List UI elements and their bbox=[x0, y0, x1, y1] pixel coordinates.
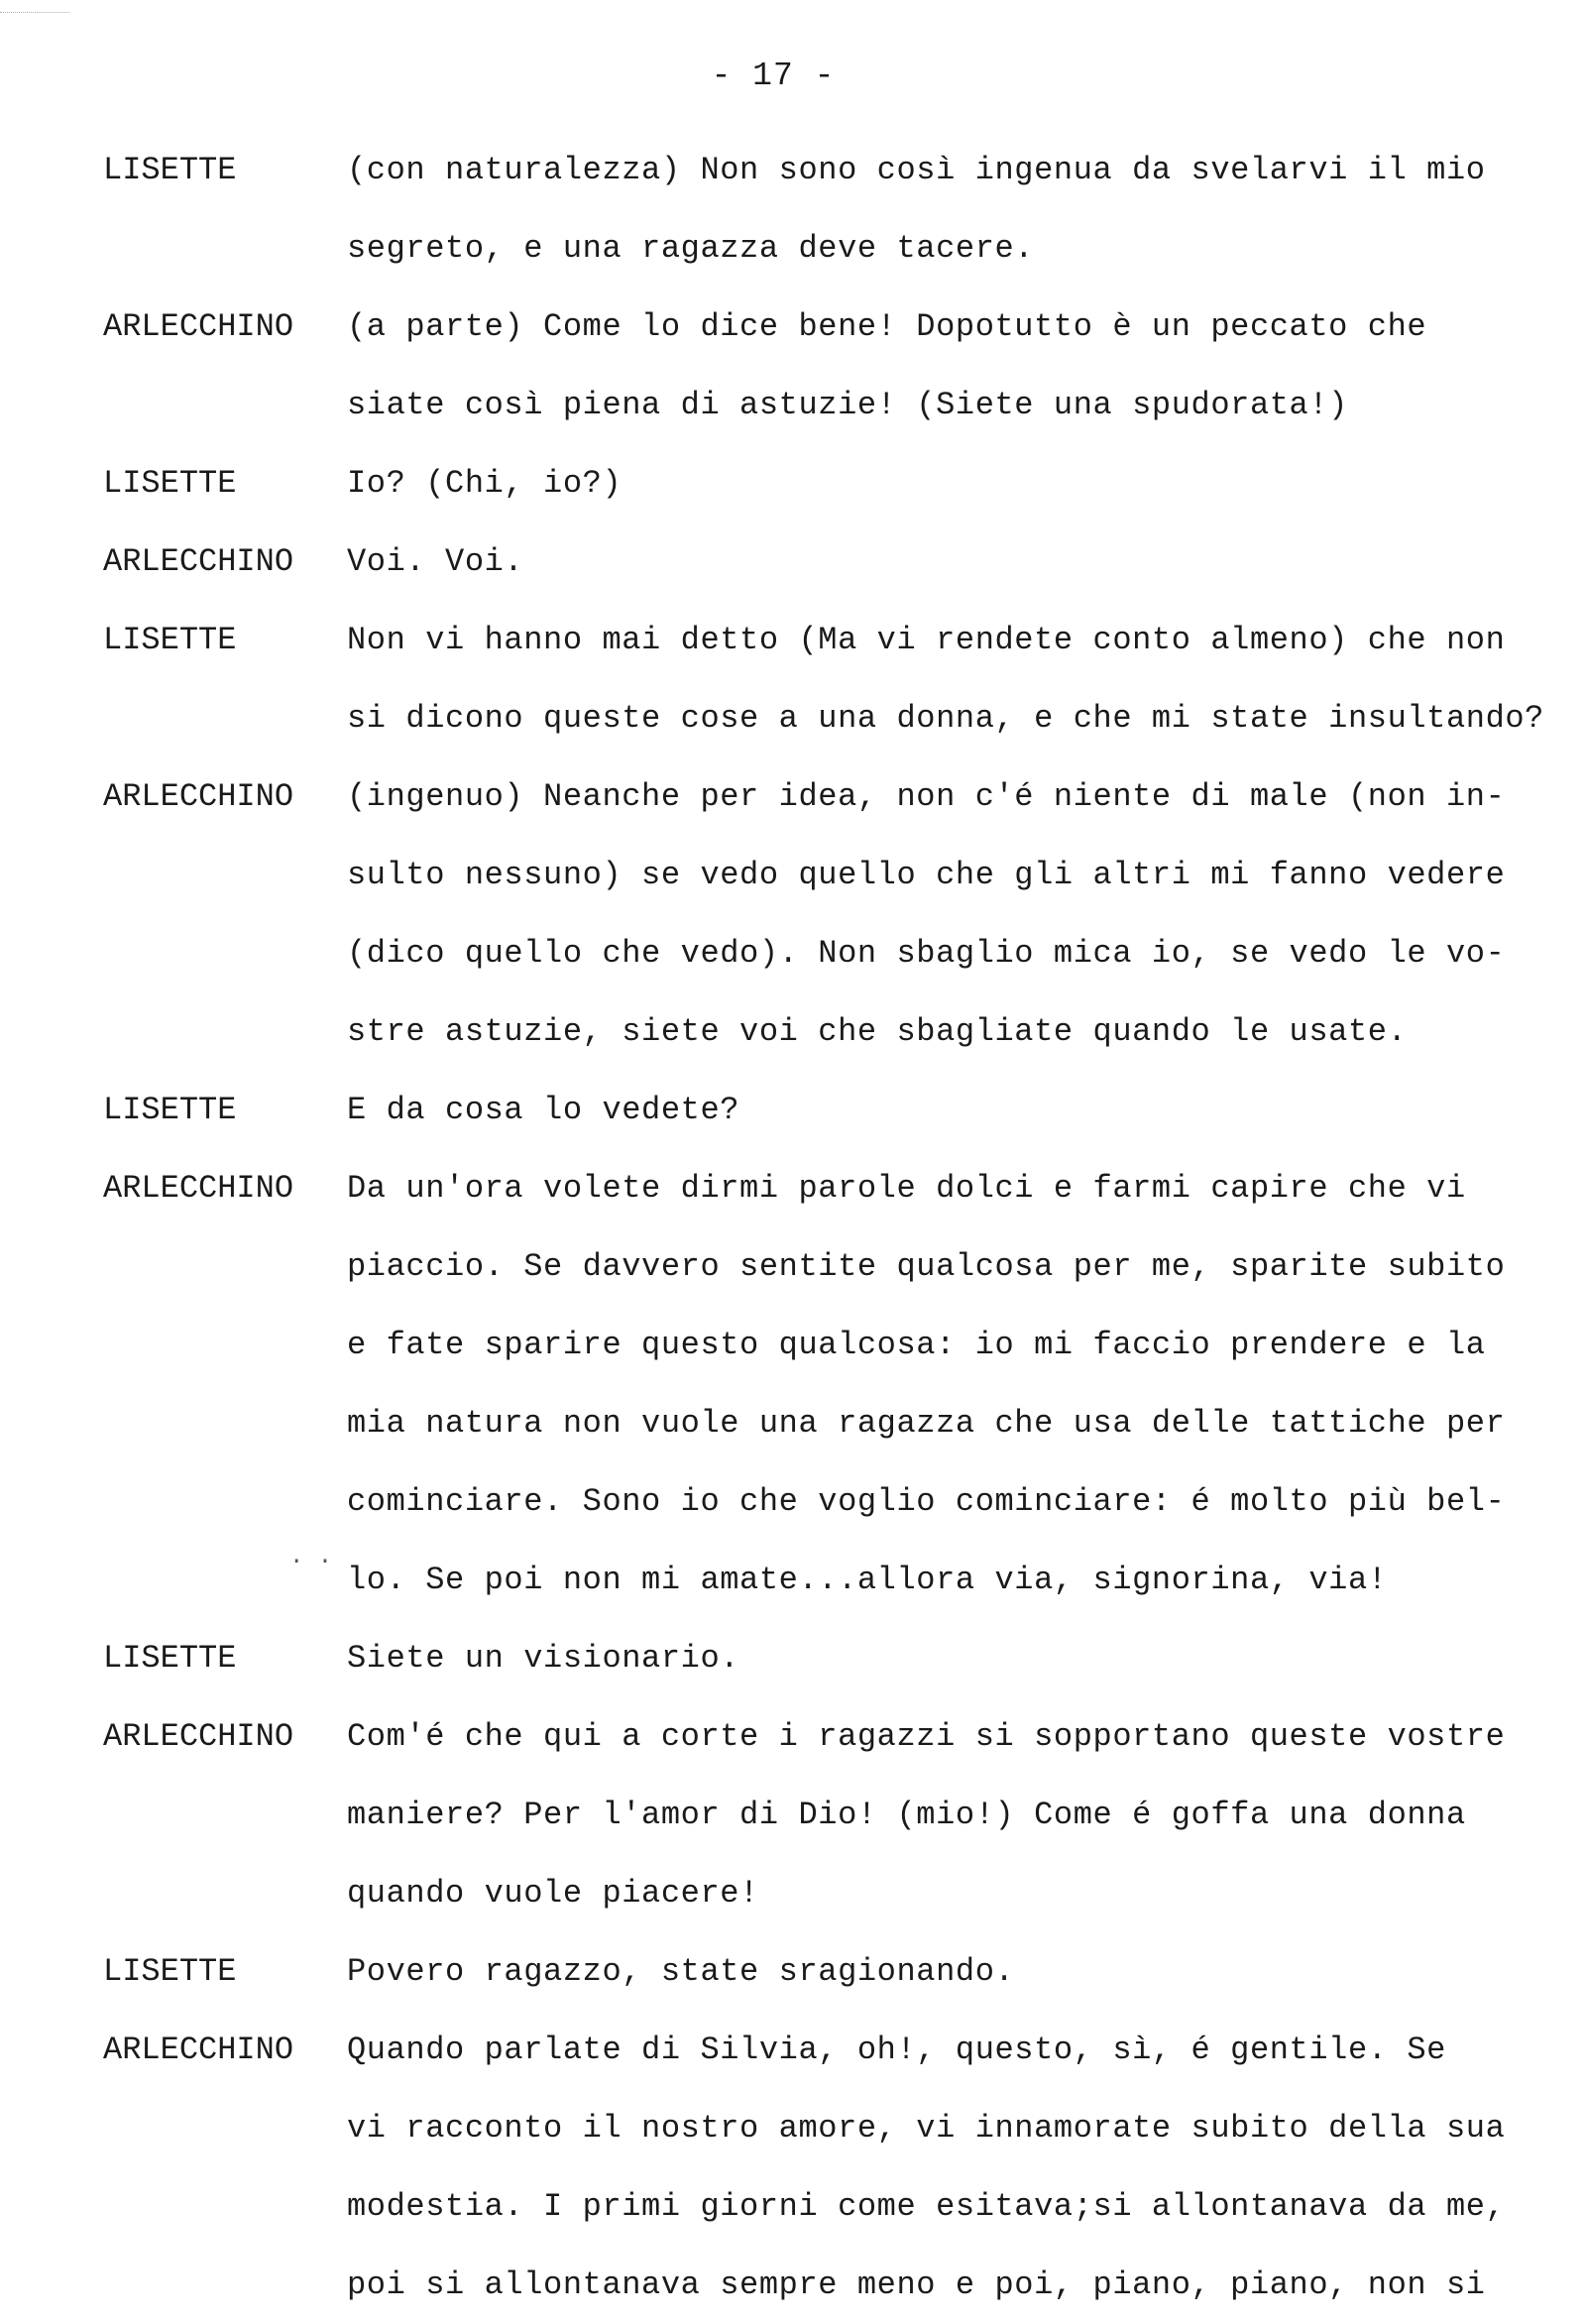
dialogue-turn bbox=[103, 2011, 1570, 2324]
speaker-name: LISETTE bbox=[103, 1640, 237, 1677]
speaker-name: ARLECCHINO bbox=[103, 778, 294, 815]
dialogue-turn bbox=[103, 288, 1570, 444]
dialogue-text bbox=[347, 131, 1570, 288]
dialogue-text bbox=[347, 1932, 1570, 2011]
dialogue-line: Da un'ora volete dirmi parole dolci e farmi capire che vi bbox=[347, 1170, 1466, 1207]
dialogue-line: Siete un visionario. bbox=[347, 1640, 740, 1677]
dialogue-line: poi si allontanava sempre meno e poi, piano, piano, non si bbox=[347, 2266, 1486, 2303]
dialogue-text bbox=[347, 288, 1570, 444]
dialogue-line: quando vuole piacere! bbox=[347, 1875, 759, 1912]
dialogue-line: vi racconto il nostro amore, vi innamorate subito della sua bbox=[347, 2110, 1506, 2147]
dialogue-line: (con naturalezza) Non sono così ingenua da svelarvi il mio bbox=[347, 152, 1486, 188]
dialogue-line: cominciare. Sono io che voglio cominciare: é molto più bel- bbox=[347, 1483, 1506, 1520]
dialogue-line: (ingenuo) Neanche per idea, non c'é niente di male (non in- bbox=[347, 778, 1506, 815]
dialogue-text bbox=[347, 1619, 1570, 1697]
scan-artifact bbox=[0, 12, 69, 21]
speaker-name: ARLECCHINO bbox=[103, 2032, 294, 2068]
dialogue-turn bbox=[103, 523, 1570, 601]
dialogue-turn bbox=[103, 601, 1570, 757]
dialogue-text bbox=[347, 601, 1570, 757]
dialogue-line: si dicono queste cose a una donna, e che mi state insultando? bbox=[347, 700, 1544, 737]
dialogue-turn bbox=[103, 1619, 1570, 1697]
dialogue-turn bbox=[103, 757, 1570, 1071]
speaker-name: ARLECCHINO bbox=[103, 1718, 294, 1755]
dialogue-line: Voi. Voi. bbox=[347, 543, 524, 580]
dialogue-line: Povero ragazzo, state sragionando. bbox=[347, 1953, 1015, 1990]
dialogue-line: (a parte) Come lo dice bene! Dopotutto è un peccato che bbox=[347, 308, 1427, 345]
dialogue-line: piaccio. Se davvero sentite qualcosa per me, sparite subito bbox=[347, 1248, 1506, 1285]
speaker-name: LISETTE bbox=[103, 465, 237, 502]
speaker-name: ARLECCHINO bbox=[103, 543, 294, 580]
dialogue-text bbox=[347, 2011, 1570, 2324]
dialogue-turn bbox=[103, 1071, 1570, 1149]
dialogue-line: Com'é che qui a corte i ragazzi si sopportano queste vostre bbox=[347, 1718, 1506, 1755]
script-dialogue bbox=[103, 131, 1570, 2324]
dialogue-turn bbox=[103, 444, 1570, 523]
dialogue-line: Non vi hanno mai detto (Ma vi rendete conto almeno) che non bbox=[347, 622, 1506, 658]
dialogue-turn bbox=[103, 1932, 1570, 2011]
dialogue-line: e fate sparire questo qualcosa: io mi faccio prendere e la bbox=[347, 1327, 1486, 1363]
dialogue-line: modestia. I primi giorni come esitava;si allontanava da me, bbox=[347, 2188, 1506, 2225]
speaker-name: LISETTE bbox=[103, 152, 237, 188]
speaker-name: ARLECCHINO bbox=[103, 308, 294, 345]
dialogue-text bbox=[347, 757, 1570, 1071]
dialogue-line: mia natura non vuole una ragazza che usa delle tattiche per bbox=[347, 1405, 1506, 1442]
dialogue-turn bbox=[103, 1697, 1570, 1932]
dialogue-turn bbox=[103, 131, 1570, 288]
stray-ink-marks: · · bbox=[289, 1549, 333, 1575]
dialogue-line: (dico quello che vedo). Non sbaglio mica io, se vedo le vo- bbox=[347, 935, 1506, 972]
dialogue-line: maniere? Per l'amor di Dio! (mio!) Come é goffa una donna bbox=[347, 1797, 1466, 1833]
dialogue-line: E da cosa lo vedete? bbox=[347, 1092, 740, 1128]
speaker-name: LISETTE bbox=[103, 1953, 237, 1990]
dialogue-text bbox=[347, 444, 1570, 523]
dialogue-text bbox=[347, 1697, 1570, 1932]
dialogue-line: sulto nessuno) se vedo quello che gli altri mi fanno vedere bbox=[347, 857, 1506, 893]
dialogue-line: siate così piena di astuzie! (Siete una spudorata!) bbox=[347, 387, 1348, 423]
page-number: - 17 - bbox=[711, 58, 836, 94]
speaker-name: ARLECCHINO bbox=[103, 1170, 294, 1207]
dialogue-line: Quando parlate di Silvia, oh!, questo, sì, é gentile. Se bbox=[347, 2032, 1446, 2068]
dialogue-text bbox=[347, 523, 1570, 601]
dialogue-line: Io? (Chi, io?) bbox=[347, 465, 623, 502]
speaker-name: LISETTE bbox=[103, 622, 237, 658]
dialogue-text bbox=[347, 1071, 1570, 1149]
speaker-name: LISETTE bbox=[103, 1092, 237, 1128]
dialogue-line: segreto, e una ragazza deve tacere. bbox=[347, 230, 1035, 267]
dialogue-line: stre astuzie, siete voi che sbagliate quando le usate. bbox=[347, 1013, 1408, 1050]
dialogue-text bbox=[347, 1149, 1570, 1619]
dialogue-line: lo. Se poi non mi amate...allora via, signorina, via! bbox=[347, 1562, 1388, 1598]
